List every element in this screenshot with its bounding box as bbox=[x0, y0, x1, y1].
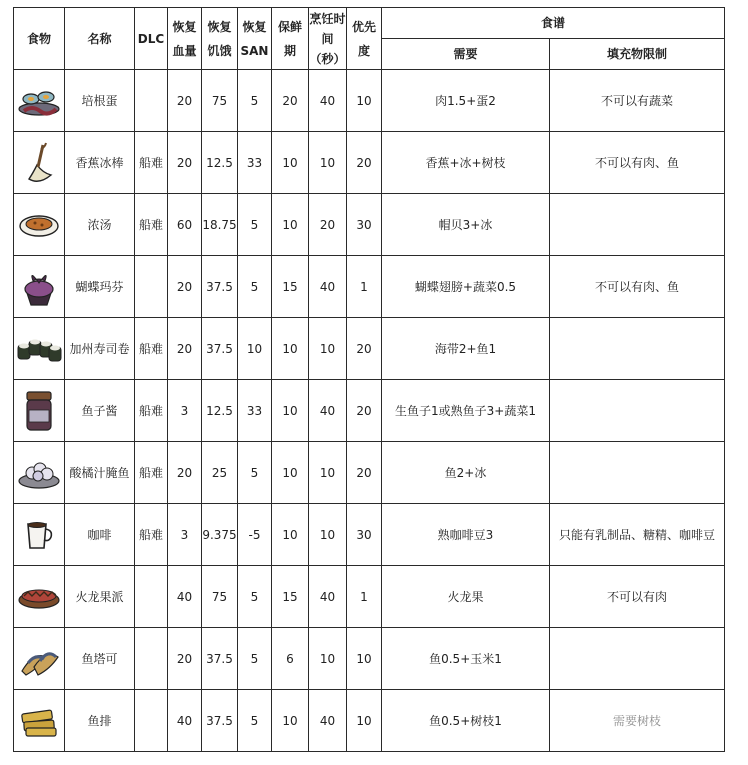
food-hunger: 75 bbox=[202, 566, 238, 628]
food-icon-cell bbox=[14, 504, 65, 566]
header-dlc: DLC bbox=[135, 8, 168, 70]
recipe-filler: 不可以有肉、鱼 bbox=[550, 256, 725, 318]
header-food: 食物 bbox=[14, 8, 65, 70]
food-fresh: 10 bbox=[272, 690, 309, 752]
header-priority-line2: 度 bbox=[357, 43, 370, 58]
recipe-need: 蝴蝶翅膀+蔬菜0.5 bbox=[382, 256, 550, 318]
food-san: 5 bbox=[238, 256, 272, 318]
food-dlc bbox=[135, 690, 168, 752]
food-hp: 3 bbox=[168, 380, 202, 442]
header-san-line1: 恢复 bbox=[242, 19, 267, 34]
header-fresh-line1: 保鲜 bbox=[277, 19, 302, 34]
header-san-line2: SAN bbox=[240, 43, 269, 58]
recipe-filler bbox=[550, 194, 725, 256]
recipe-filler bbox=[550, 442, 725, 504]
food-san: 5 bbox=[238, 442, 272, 504]
recipe-need: 鱼2+冰 bbox=[382, 442, 550, 504]
food-cook-time: 10 bbox=[309, 132, 347, 194]
header-san bbox=[238, 8, 272, 70]
food-hp: 20 bbox=[168, 256, 202, 318]
food-hp: 3 bbox=[168, 504, 202, 566]
food-name: 鱼塔可 bbox=[65, 628, 135, 690]
food-cook-time: 40 bbox=[309, 566, 347, 628]
food-icon-cell bbox=[14, 318, 65, 380]
food-hp: 20 bbox=[168, 70, 202, 132]
food-dlc: 船难 bbox=[135, 194, 168, 256]
food-dlc: 船难 bbox=[135, 504, 168, 566]
food-name: 鱼子酱 bbox=[65, 380, 135, 442]
food-dlc: 船难 bbox=[135, 380, 168, 442]
recipe-filler bbox=[550, 318, 725, 380]
recipe-need: 火龙果 bbox=[382, 566, 550, 628]
header-cook-time bbox=[309, 8, 347, 70]
recipe-filler bbox=[550, 628, 725, 690]
food-san: 5 bbox=[238, 690, 272, 752]
food-name: 培根蛋 bbox=[65, 70, 135, 132]
food-fresh: 20 bbox=[272, 70, 309, 132]
header-hunger bbox=[202, 8, 238, 70]
food-fresh: 6 bbox=[272, 628, 309, 690]
food-hunger: 25 bbox=[202, 442, 238, 504]
food-cook-time: 20 bbox=[309, 194, 347, 256]
coffee-cup-icon bbox=[22, 518, 56, 552]
food-fresh: 10 bbox=[272, 380, 309, 442]
food-cook-time: 10 bbox=[309, 318, 347, 380]
food-dlc bbox=[135, 256, 168, 318]
food-cook-time: 10 bbox=[309, 504, 347, 566]
food-name: 火龙果派 bbox=[65, 566, 135, 628]
table-row bbox=[14, 566, 725, 628]
recipe-need: 肉1.5+蛋2 bbox=[382, 70, 550, 132]
food-dlc bbox=[135, 566, 168, 628]
food-name: 酸橘汁腌鱼 bbox=[65, 442, 135, 504]
food-fresh: 10 bbox=[272, 194, 309, 256]
header-cook-line1: 烹饪时 bbox=[309, 11, 346, 26]
food-san: 10 bbox=[238, 318, 272, 380]
food-priority: 30 bbox=[347, 194, 382, 256]
food-name: 浓汤 bbox=[65, 194, 135, 256]
caviar-jar-icon bbox=[22, 388, 56, 434]
food-cook-time: 40 bbox=[309, 256, 347, 318]
food-icon-cell bbox=[14, 628, 65, 690]
food-hp: 20 bbox=[168, 318, 202, 380]
food-fresh: 10 bbox=[272, 504, 309, 566]
header-cook-line3: （秒） bbox=[309, 51, 346, 66]
header-hp bbox=[168, 8, 202, 70]
food-cook-time: 10 bbox=[309, 442, 347, 504]
food-priority: 10 bbox=[347, 70, 382, 132]
food-icon-cell bbox=[14, 70, 65, 132]
food-priority: 10 bbox=[347, 628, 382, 690]
header-fresh bbox=[272, 8, 309, 70]
food-priority: 30 bbox=[347, 504, 382, 566]
recipe-filler: 需要树枝 bbox=[550, 690, 725, 752]
food-hp: 40 bbox=[168, 690, 202, 752]
header-cook-line2: 间 bbox=[321, 31, 334, 46]
food-dlc bbox=[135, 628, 168, 690]
food-fresh: 15 bbox=[272, 566, 309, 628]
fishsticks-icon bbox=[16, 704, 62, 738]
recipe-table bbox=[13, 7, 725, 752]
table-row bbox=[14, 380, 725, 442]
butterfly-muffin-icon bbox=[19, 265, 59, 309]
header-hunger-line2: 饥饿 bbox=[207, 43, 232, 58]
header-priority bbox=[347, 8, 382, 70]
food-san: 33 bbox=[238, 132, 272, 194]
header-hunger-line1: 恢复 bbox=[207, 19, 232, 34]
food-hunger: 9.375 bbox=[202, 504, 238, 566]
recipe-need: 帽贝3+冰 bbox=[382, 194, 550, 256]
table-row bbox=[14, 504, 725, 566]
header-hp-line2: 血量 bbox=[172, 43, 197, 58]
food-icon-cell bbox=[14, 690, 65, 752]
food-fresh: 10 bbox=[272, 318, 309, 380]
food-san: 5 bbox=[238, 70, 272, 132]
food-hunger: 12.5 bbox=[202, 132, 238, 194]
table-row bbox=[14, 318, 725, 380]
food-hp: 20 bbox=[168, 628, 202, 690]
table-row bbox=[14, 256, 725, 318]
food-dlc: 船难 bbox=[135, 132, 168, 194]
food-san: 33 bbox=[238, 380, 272, 442]
header-filler: 填充物限制 bbox=[550, 39, 725, 70]
food-hunger: 12.5 bbox=[202, 380, 238, 442]
california-roll-icon bbox=[15, 331, 63, 367]
food-priority: 10 bbox=[347, 690, 382, 752]
table-row bbox=[14, 442, 725, 504]
ceviche-icon bbox=[16, 455, 62, 491]
food-hunger: 37.5 bbox=[202, 690, 238, 752]
food-hp: 20 bbox=[168, 442, 202, 504]
food-hunger: 75 bbox=[202, 70, 238, 132]
recipe-need: 鱼0.5+玉米1 bbox=[382, 628, 550, 690]
food-cook-time: 40 bbox=[309, 70, 347, 132]
food-priority: 20 bbox=[347, 318, 382, 380]
recipe-need: 熟咖啡豆3 bbox=[382, 504, 550, 566]
header-priority-line1: 优先 bbox=[351, 19, 376, 34]
food-name: 香蕉冰棒 bbox=[65, 132, 135, 194]
food-san: 5 bbox=[238, 628, 272, 690]
food-hunger: 37.5 bbox=[202, 628, 238, 690]
table-row bbox=[14, 628, 725, 690]
recipe-need: 生鱼子1或熟鱼子3+蔬菜1 bbox=[382, 380, 550, 442]
food-name: 蝴蝶玛芬 bbox=[65, 256, 135, 318]
food-fresh: 10 bbox=[272, 442, 309, 504]
food-dlc: 船难 bbox=[135, 318, 168, 380]
bisque-icon bbox=[17, 208, 61, 242]
food-icon-cell bbox=[14, 256, 65, 318]
recipe-filler: 不可以有肉 bbox=[550, 566, 725, 628]
table-row bbox=[14, 70, 725, 132]
food-san: -5 bbox=[238, 504, 272, 566]
fish-tacos-icon bbox=[16, 637, 62, 681]
food-priority: 20 bbox=[347, 132, 382, 194]
recipe-filler: 只能有乳制品、糖精、咖啡豆 bbox=[550, 504, 725, 566]
food-name: 咖啡 bbox=[65, 504, 135, 566]
food-icon-cell bbox=[14, 442, 65, 504]
table-row bbox=[14, 132, 725, 194]
header-need: 需要 bbox=[382, 39, 550, 70]
header-fresh-line2: 期 bbox=[283, 43, 296, 58]
recipe-filler: 不可以有蔬菜 bbox=[550, 70, 725, 132]
table-row bbox=[14, 690, 725, 752]
food-name: 加州寿司卷 bbox=[65, 318, 135, 380]
food-priority: 20 bbox=[347, 380, 382, 442]
header-recipe: 食谱 bbox=[382, 8, 725, 39]
bacon-and-eggs-icon bbox=[16, 81, 62, 121]
header-hp-line1: 恢复 bbox=[172, 19, 197, 34]
food-priority: 1 bbox=[347, 566, 382, 628]
recipe-filler bbox=[550, 380, 725, 442]
banana-pop-icon bbox=[19, 139, 59, 187]
food-fresh: 10 bbox=[272, 132, 309, 194]
header-name: 名称 bbox=[65, 8, 135, 70]
food-icon-cell bbox=[14, 194, 65, 256]
recipe-need: 鱼0.5+树枝1 bbox=[382, 690, 550, 752]
food-icon-cell bbox=[14, 132, 65, 194]
food-hp: 40 bbox=[168, 566, 202, 628]
food-san: 5 bbox=[238, 566, 272, 628]
recipe-filler: 不可以有肉、鱼 bbox=[550, 132, 725, 194]
recipe-need: 海带2+鱼1 bbox=[382, 318, 550, 380]
food-cook-time: 40 bbox=[309, 690, 347, 752]
food-cook-time: 10 bbox=[309, 628, 347, 690]
food-priority: 20 bbox=[347, 442, 382, 504]
food-dlc bbox=[135, 70, 168, 132]
table-row bbox=[14, 194, 725, 256]
food-icon-cell bbox=[14, 566, 65, 628]
food-hunger: 18.75 bbox=[202, 194, 238, 256]
dragonpie-icon bbox=[16, 582, 62, 612]
food-priority: 1 bbox=[347, 256, 382, 318]
food-name: 鱼排 bbox=[65, 690, 135, 752]
recipe-need: 香蕉+冰+树枝 bbox=[382, 132, 550, 194]
food-cook-time: 40 bbox=[309, 380, 347, 442]
food-hp: 60 bbox=[168, 194, 202, 256]
food-hp: 20 bbox=[168, 132, 202, 194]
food-dlc: 船难 bbox=[135, 442, 168, 504]
food-hunger: 37.5 bbox=[202, 256, 238, 318]
food-icon-cell bbox=[14, 380, 65, 442]
food-hunger: 37.5 bbox=[202, 318, 238, 380]
food-fresh: 15 bbox=[272, 256, 309, 318]
food-san: 5 bbox=[238, 194, 272, 256]
